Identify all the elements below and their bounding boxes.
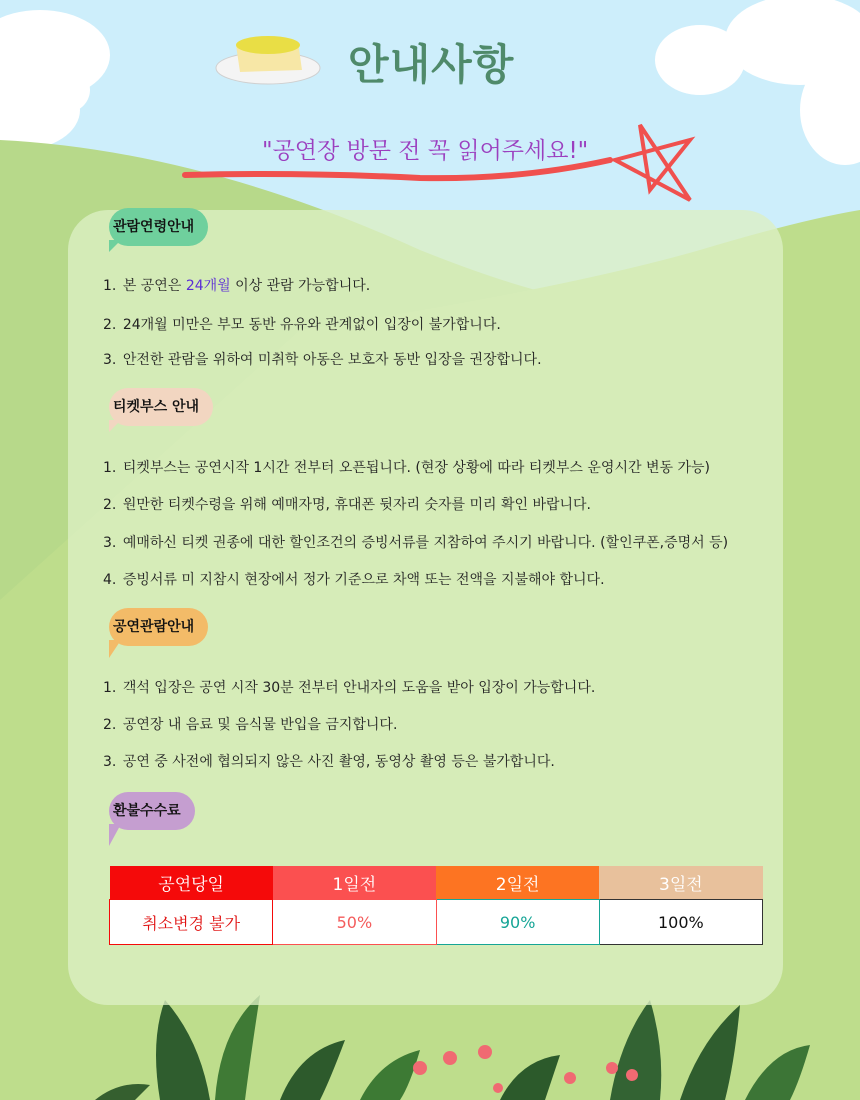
bubble-tail — [109, 824, 121, 846]
section-label-age: 관람연령안내 — [109, 208, 208, 246]
table-cell: 100% — [599, 900, 762, 945]
section-label-viewing: 공연관람안내 — [109, 608, 208, 646]
page-title: 안내사항 — [348, 40, 515, 89]
list-item: 1. 본 공연은 24개월 이상 관람 가능합니다. — [103, 278, 371, 294]
table-header-cell: 공연당일 — [110, 866, 273, 900]
list-item: 1. 객석 입장은 공연 시작 30분 전부터 안내자의 도움을 받아 입장이 가능합니다. — [103, 680, 596, 696]
list-item: 3. 안전한 관람을 위하여 미취학 아동은 보호자 동반 입장을 권장합니다. — [103, 352, 542, 368]
table-header-cell: 2일전 — [436, 866, 599, 900]
list-item: 2. 공연장 내 음료 및 음식물 반입을 금지합니다. — [103, 717, 398, 733]
list-item: 3. 예매하신 티켓 권종에 대한 할인조건의 증빙서류를 지참하여 주시기 바랍니다. (할인쿠폰,증명서 등) — [103, 535, 729, 551]
list-item: 4. 증빙서류 미 지참시 현장에서 정가 기준으로 차액 또는 전액을 지불해야 합니다. — [103, 572, 605, 588]
bubble-tail — [109, 420, 121, 432]
list-item: 3. 공연 중 사전에 협의되지 않은 사진 촬영, 동영상 촬영 등은 불가합니다. — [103, 754, 555, 770]
table-cell: 90% — [436, 900, 599, 945]
bubble-tail — [109, 240, 121, 252]
section-label-refund: 환불수수료 — [109, 792, 195, 830]
list-item: 2. 24개월 미만은 부모 동반 유유와 관계없이 입장이 불가합니다. — [103, 317, 501, 333]
list-item: 2. 원만한 티켓수령을 위해 예매자명, 휴대폰 뒷자리 숫자를 미리 확인 바랍니다. — [103, 497, 592, 513]
refund-fee-table — [109, 866, 763, 945]
table-header-cell: 3일전 — [599, 866, 762, 900]
page-subtitle: "공연장 방문 전 꼭 읽어주세요!" — [262, 138, 589, 164]
table-cell: 50% — [273, 900, 436, 945]
section-label-ticket: 티켓부스 안내 — [109, 388, 213, 426]
list-item: 1. 티켓부스는 공연시작 1시간 전부터 오픈됩니다. (현장 상황에 따라 티켓부스 운영시간 변동 가능) — [103, 460, 710, 476]
table-cell: 취소변경 불가 — [110, 900, 273, 945]
table-row — [110, 900, 763, 945]
bubble-tail — [109, 640, 121, 658]
table-header-row — [110, 866, 763, 900]
table-header-cell: 1일전 — [273, 866, 436, 900]
